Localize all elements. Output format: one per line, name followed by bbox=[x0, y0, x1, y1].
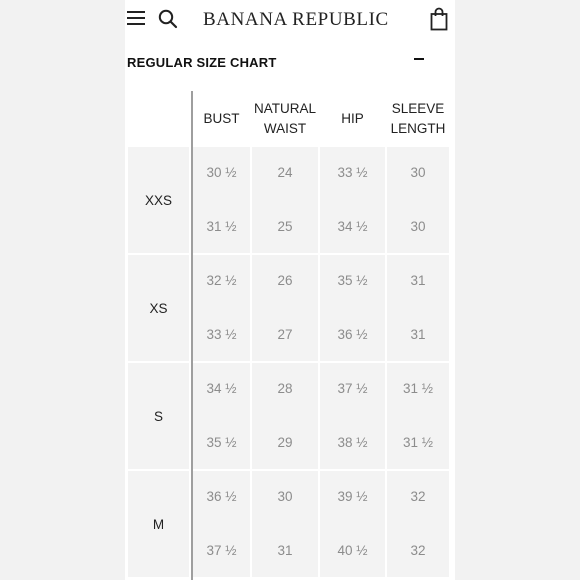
measurement-cell-group bbox=[387, 255, 449, 361]
measurement-value: 34 ½ bbox=[206, 381, 237, 396]
measurement-cell-group bbox=[252, 255, 318, 361]
measurement-cell-group bbox=[387, 471, 449, 577]
size-row-xs bbox=[128, 255, 189, 361]
measurement-value: 32 ½ bbox=[206, 273, 237, 288]
column-header-line: SLEEVE bbox=[391, 101, 445, 116]
measurement-value: 33 ½ bbox=[206, 327, 237, 342]
measurement-value: 36 ½ bbox=[337, 327, 368, 342]
measurement-value: 38 ½ bbox=[337, 435, 368, 450]
measurement-value: 27 bbox=[277, 327, 293, 342]
minus-icon[interactable] bbox=[414, 58, 424, 60]
column-header-line: WAIST bbox=[263, 121, 307, 136]
measurement-value: 28 bbox=[277, 381, 293, 396]
measurement-value: 31 ½ bbox=[402, 381, 434, 396]
search-icon[interactable] bbox=[158, 9, 178, 29]
measurement-cell-group bbox=[193, 471, 250, 577]
measurement-cell-group bbox=[387, 147, 449, 253]
measurement-value: 36 ½ bbox=[206, 489, 237, 504]
measurement-cell-group bbox=[320, 471, 385, 577]
column-header-bust bbox=[193, 91, 250, 147]
menu-icon[interactable] bbox=[127, 10, 145, 26]
column-header-hip bbox=[320, 91, 385, 147]
measurement-value: 31 bbox=[410, 273, 426, 288]
measurement-value: 39 ½ bbox=[337, 489, 368, 504]
measurement-cell-group bbox=[320, 363, 385, 469]
measurement-value: 31 ½ bbox=[402, 435, 434, 450]
column-header-natural-waist bbox=[252, 91, 318, 147]
measurement-value: 26 bbox=[277, 273, 293, 288]
size-row-s bbox=[128, 363, 189, 469]
measurement-cell-group bbox=[252, 147, 318, 253]
size-row-xxs bbox=[128, 147, 189, 253]
measurement-cell-group bbox=[193, 147, 250, 253]
size-row-m bbox=[128, 471, 189, 577]
measurement-value: 30 ½ bbox=[206, 165, 237, 180]
measurement-cell-group bbox=[252, 471, 318, 577]
measurement-cell-group bbox=[193, 363, 250, 469]
measurement-value: 37 ½ bbox=[337, 381, 368, 396]
column-header-line: BUST bbox=[203, 111, 240, 126]
column-header-line: LENGTH bbox=[390, 121, 446, 136]
measurement-value: 32 bbox=[410, 543, 426, 558]
measurement-value: 37 ½ bbox=[206, 543, 237, 558]
measurement-value: 35 ½ bbox=[337, 273, 368, 288]
measurement-value: 25 bbox=[277, 219, 293, 234]
size-chart-page bbox=[125, 0, 455, 580]
measurement-cell-group bbox=[252, 363, 318, 469]
measurement-cell-group bbox=[320, 147, 385, 253]
measurement-value: 30 bbox=[410, 219, 426, 234]
column-header-line: HIP bbox=[341, 111, 364, 126]
section-title: REGULAR SIZE CHART bbox=[127, 55, 277, 70]
size-label: XS bbox=[149, 300, 168, 316]
measurement-cell-group bbox=[387, 363, 449, 469]
measurement-value: 32 bbox=[410, 489, 426, 504]
size-label: XXS bbox=[144, 192, 172, 208]
brand-logo[interactable]: BANANA REPUBLIC bbox=[203, 9, 389, 30]
top-navigation-bar bbox=[125, 0, 455, 40]
column-header-sleeve-length bbox=[387, 91, 449, 147]
shopping-bag-icon[interactable] bbox=[430, 7, 448, 31]
measurement-value: 29 bbox=[277, 435, 293, 450]
measurement-value: 30 bbox=[410, 165, 426, 180]
size-label: M bbox=[152, 516, 165, 532]
size-chart-table bbox=[128, 91, 453, 580]
measurement-value: 31 bbox=[277, 543, 293, 558]
measurement-value: 31 bbox=[410, 327, 426, 342]
measurement-cell-group bbox=[193, 255, 250, 361]
measurement-value: 33 ½ bbox=[337, 165, 368, 180]
size-chart-section-header[interactable] bbox=[125, 48, 455, 78]
measurement-value: 35 ½ bbox=[206, 435, 237, 450]
measurement-value: 40 ½ bbox=[337, 543, 368, 558]
measurement-value: 30 bbox=[277, 489, 293, 504]
measurement-cell-group bbox=[320, 255, 385, 361]
measurement-value: 24 bbox=[277, 165, 293, 180]
column-header-line: NATURAL bbox=[253, 101, 316, 116]
size-label: S bbox=[153, 408, 163, 424]
measurement-value: 34 ½ bbox=[337, 219, 368, 234]
measurement-value: 31 ½ bbox=[206, 219, 237, 234]
